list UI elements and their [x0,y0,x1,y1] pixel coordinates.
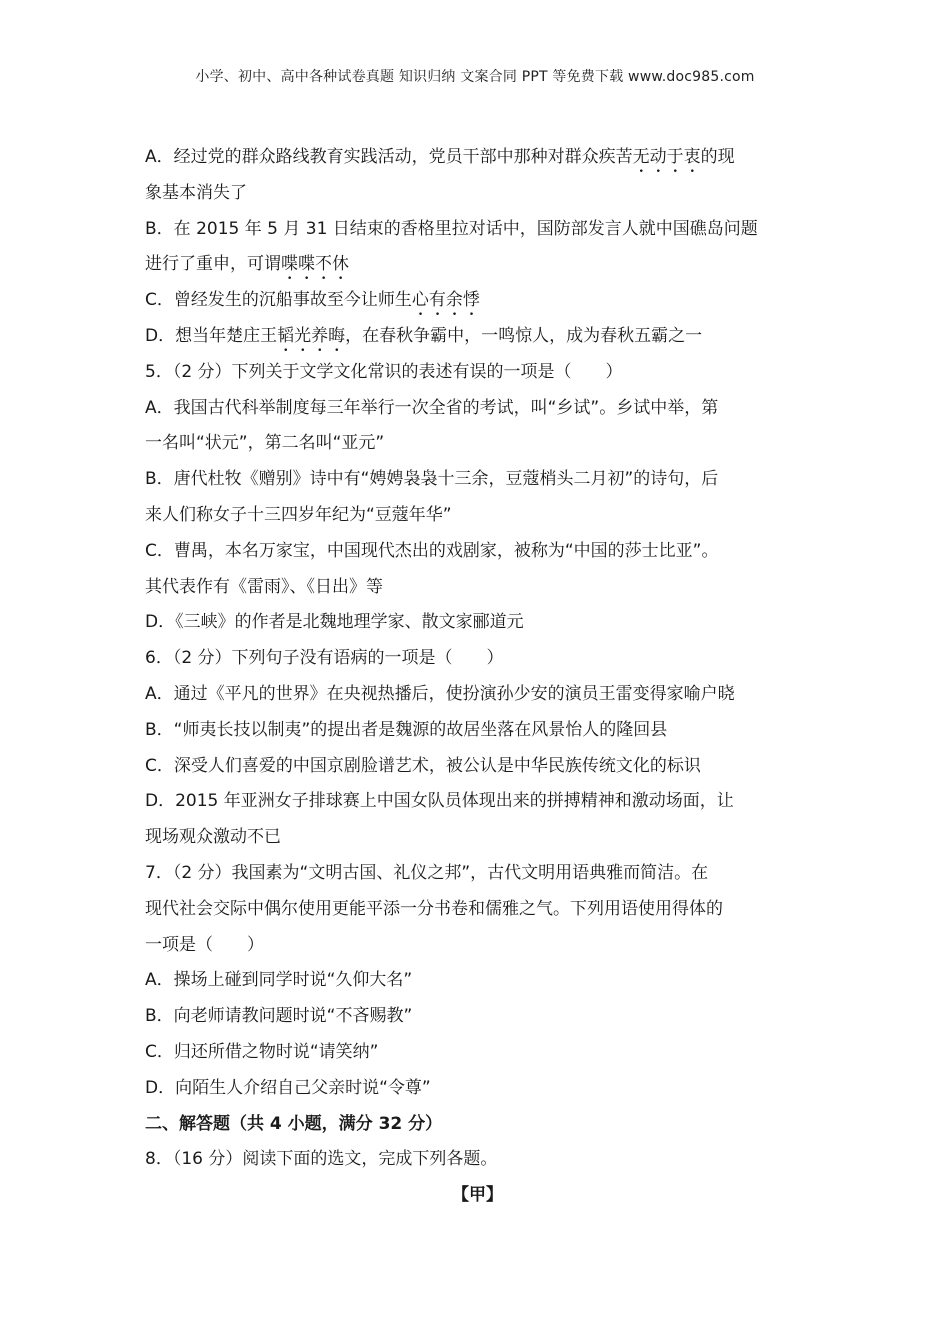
q4-option-d-text: D．想当年楚庄王 [145,325,278,346]
q6-option-b: B．“师夷长技以制夷”的提出者是魏源的故居坐落在风景怡人的隆回县 [145,719,668,740]
q5-option-b-cont: 来人们称女子十三四岁年纪为“豆蔻年华” [145,504,452,525]
section-title: 二、解答题（共 4 小题，满分 32 分） [145,1113,443,1134]
q4-option-b-text: 进行了重申，可谓 [145,254,281,275]
q4-option-c-text: C．曾经发生的沉船事故至今让师生 [145,290,412,311]
exam-content [145,140,810,1214]
q7-stem: 7．（2 分）我国素为“文明古国、礼仪之邦”，古代文明用语典雅而简洁。在 [145,862,709,883]
q4-option-a-cont: 象基本消失了 [145,182,247,203]
site-banner: 小学、初中、高中各种试卷真题 知识归纳 文案合同 PPT 等免费下载 www.doc985.com [195,69,755,85]
q8-stem: 8．（16 分）阅读下面的选文，完成下列各题。 [145,1149,498,1170]
q4-option-a-tail: 的现 [700,147,735,167]
q7-option-b: B．向老师请教问题时说“不吝赐教” [145,1006,413,1027]
q4-option-a-emphasis: 无动于衷 [632,147,701,167]
q4-option-b: B．在 2015 年 5 月 31 日结束的香格里拉对话中，国防部发言人就中国礁岛问题 [145,218,758,239]
q4-option-c-emphasis: 心有余悸 [411,290,480,311]
q6-option-d: D．2015 年亚洲女子排球赛上中国女队员体现出来的拼搏精神和激动场面，让 [145,791,734,812]
passage-label: 【甲】 [452,1185,503,1206]
q7-option-c: C．归还所借之物时说“请笑纳” [145,1041,379,1062]
q7-stem-end: 一项是（ ） [145,934,264,955]
q5-option-c-cont: 其代表作有《雷雨》、《日出》等 [145,576,383,597]
q5-option-a: A．我国古代科举制度每三年举行一次全省的考试，叫“乡试”。乡试中举，第 [145,397,719,418]
q7-option-a: A．操场上碰到同学时说“久仰大名” [145,970,413,991]
q6-stem: 6．（2 分）下列句子没有语病的一项是（ ） [145,648,504,669]
q7-option-d: D．向陌生人介绍自己父亲时说“令尊” [145,1077,431,1098]
q6-option-a: A．通过《平凡的世界》在央视热播后，使扮演孙少安的演员王雷变得家喻户晓 [145,683,735,704]
q6-option-c: C．深受人们喜爱的中国京剧脸谱艺术，被公认是中华民族传统文化的标识 [145,755,701,776]
q4-option-d-emphasis: 韬光养晦 [277,325,346,346]
q7-stem-cont: 现代社会交际中偶尔使用更能平添一分书卷和儒雅之气。下列用语使用得体的 [145,898,723,919]
q4-option-c [145,283,810,319]
q6-option-d-cont: 现场观众激动不已 [145,827,281,848]
q4-option-a [145,140,810,176]
q4-option-b-emphasis: 喋喋不休 [281,254,349,275]
q5-option-b: B．唐代杜牧《赠别》诗中有“娉娉袅袅十三余，豆蔻梢头二月初”的诗句，后 [145,469,719,490]
q5-option-d: D．《三峡》的作者是北魏地理学家、散文家郦道元 [145,612,524,633]
q4-option-d-tail: ，在春秋争霸中，一鸣惊人，成为春秋五霸之一 [345,325,703,346]
q5-stem: 5．（2 分）下列关于文学文化常识的表述有误的一项是（ ） [145,361,623,382]
q4-option-b-cont [145,247,810,283]
q4-option-a-text: A．经过党的群众路线教育实践活动，党员干部中那种对群众疾苦 [145,147,633,167]
q4-option-d [145,319,810,355]
q5-option-c: C．曹禺，本名万家宝，中国现代杰出的戏剧家，被称为“中国的莎士比亚”。 [145,540,719,561]
q5-option-a-cont: 一名叫“状元”，第二名叫“亚元” [145,433,385,454]
